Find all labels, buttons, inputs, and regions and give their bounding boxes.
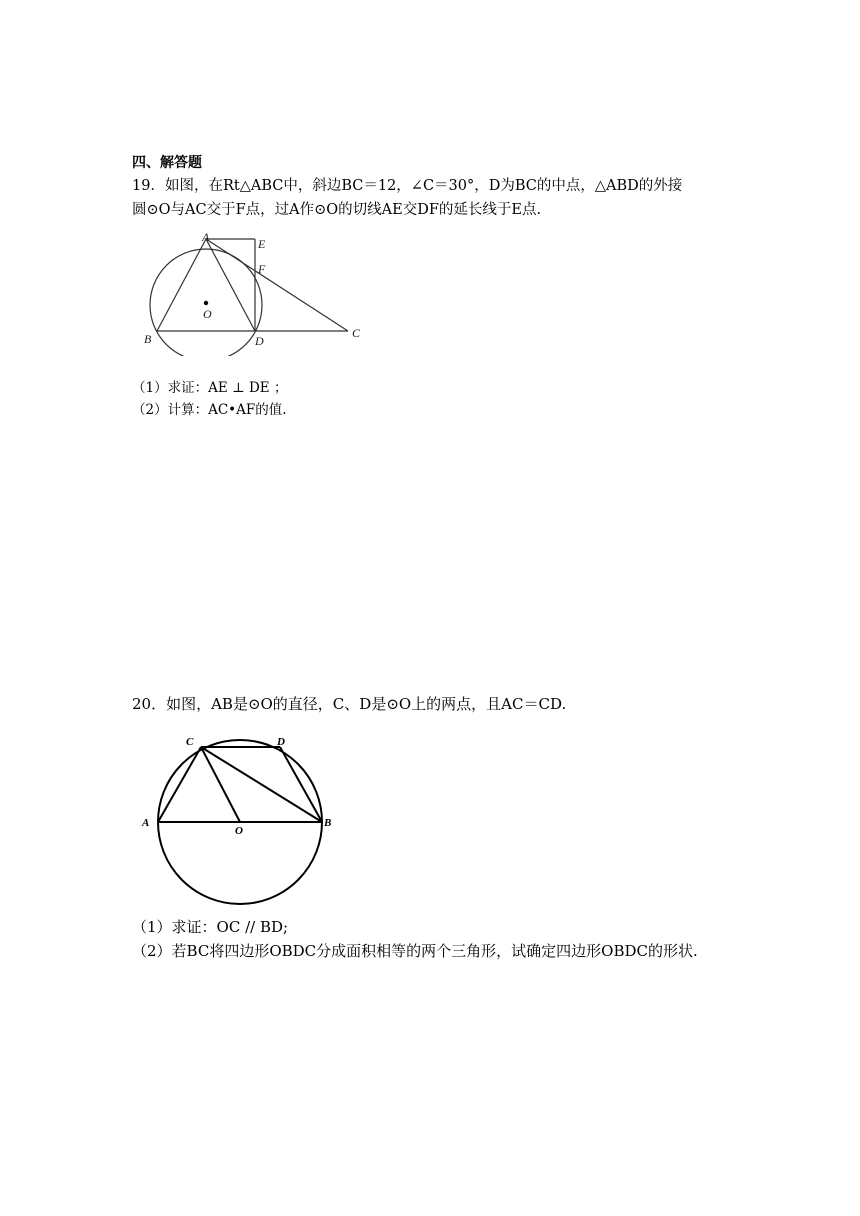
q19-label-c: C (352, 326, 361, 340)
q19-part1: （1）求证：AE ⊥ DE ； (132, 380, 288, 396)
q20-label-o: O (235, 825, 243, 837)
q19-label-b: B (144, 332, 152, 346)
q20-label-d: D (277, 736, 285, 748)
q19-figure (135, 226, 375, 356)
q19-label-d: D (255, 334, 264, 348)
q20-part2: （2）若BC将四边形OBDC分成面积相等的两个三角形，试确定四边形OBDC的形状. (132, 942, 698, 960)
q19-label-f: F (258, 262, 266, 276)
q20-segment-cb (201, 747, 322, 822)
q20-part1: （1）求证：OC // BD; (132, 918, 289, 936)
q20-label-c: C (186, 736, 194, 748)
q19-label-e: E (258, 237, 266, 251)
q20-figure (140, 730, 340, 910)
q20-statement: 20．如图，AB是⊙O的直径，C、D是⊙O上的两点，且AC＝CD. (132, 695, 567, 713)
q19-label-o: O (203, 307, 212, 321)
q20-segment-ac (158, 747, 201, 822)
q19-statement-line2: 圆⊙O与AC交于F点，过A作⊙O的切线AE交DF的延长线于E点. (132, 202, 542, 218)
q19-segment-ad (206, 239, 255, 331)
q20-segment-db (280, 747, 322, 822)
q19-label-a: A (202, 230, 210, 244)
q19-segment-ac (206, 239, 348, 331)
q19-center-point (204, 301, 208, 305)
q19-part2: （2）计算：AC•AF的值. (132, 402, 287, 418)
q20-label-b: B (324, 817, 332, 829)
q19-statement-line1: 19．如图，在Rt△ABC中，斜边BC＝12，∠C＝30°，D为BC的中点，△ABD的外接 (132, 178, 683, 194)
section-title: 四、解答题 (132, 155, 202, 171)
q20-label-a: A (142, 817, 150, 829)
q19-segment-ab (157, 239, 206, 331)
